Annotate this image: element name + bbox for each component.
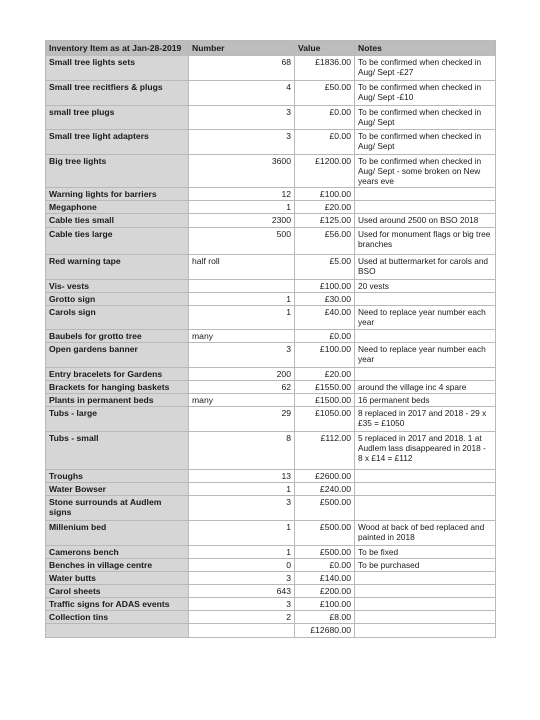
- value-cell: £240.00: [295, 483, 355, 496]
- table-row: [46, 81, 496, 106]
- notes-cell: To be confirmed when checked in Aug/ Sept: [355, 106, 496, 130]
- notes-cell: Used for monument flags or big tree branches: [355, 228, 496, 255]
- header-item: Inventory Item as at Jan-28-2019: [46, 41, 189, 56]
- notes-cell: 8 replaced in 2017 and 2018 - 29 x £35 = £1050: [355, 407, 496, 432]
- value-cell: £0.00: [295, 330, 355, 343]
- total-row: [46, 624, 496, 638]
- table-row: [46, 155, 496, 188]
- notes-cell: Wood at back of bed replaced and painted in 2018: [355, 521, 496, 546]
- item-cell: Tubs - large: [46, 407, 189, 432]
- number-cell: 68: [189, 56, 295, 81]
- table-row: [46, 407, 496, 432]
- notes-cell: To be confirmed when checked in Aug/ Sept -£27: [355, 56, 496, 81]
- notes-cell: Need to replace year number each year: [355, 306, 496, 330]
- item-cell: Megaphone: [46, 201, 189, 214]
- table-row: [46, 343, 496, 368]
- number-cell: 3: [189, 598, 295, 611]
- item-cell: Brackets for hanging baskets: [46, 381, 189, 394]
- notes-cell: To be confirmed when checked in Aug/ Sept - some broken on New years eve: [355, 155, 496, 188]
- table-row: [46, 188, 496, 201]
- value-cell: £40.00: [295, 306, 355, 330]
- notes-cell: 20 vests: [355, 280, 496, 293]
- number-cell: 200: [189, 368, 295, 381]
- total-empty-number: [189, 624, 295, 638]
- notes-cell: 5 replaced in 2017 and 2018. 1 at Audlem lass disappeared in 2018 - 8 x £14 = £112: [355, 432, 496, 470]
- value-cell: £1550.00: [295, 381, 355, 394]
- value-cell: £1200.00: [295, 155, 355, 188]
- number-cell: 3600: [189, 155, 295, 188]
- item-cell: Cable ties small: [46, 214, 189, 228]
- notes-cell: [355, 483, 496, 496]
- item-cell: Water Bowser: [46, 483, 189, 496]
- value-cell: £30.00: [295, 293, 355, 306]
- item-cell: Open gardens banner: [46, 343, 189, 368]
- number-cell: 1: [189, 306, 295, 330]
- table-row: [46, 255, 496, 280]
- value-cell: £100.00: [295, 343, 355, 368]
- item-cell: Red warning tape: [46, 255, 189, 280]
- value-cell: £100.00: [295, 188, 355, 201]
- item-cell: Plants in permanent beds: [46, 394, 189, 407]
- value-cell: £56.00: [295, 228, 355, 255]
- table-row: [46, 598, 496, 611]
- value-cell: £20.00: [295, 201, 355, 214]
- value-cell: £140.00: [295, 572, 355, 585]
- number-cell: 0: [189, 559, 295, 572]
- table-row: [46, 368, 496, 381]
- table-row: [46, 214, 496, 228]
- notes-cell: To be confirmed when checked in Aug/ Sept -£10: [355, 81, 496, 106]
- table-row: [46, 293, 496, 306]
- item-cell: Warning lights for barriers: [46, 188, 189, 201]
- table-row: [46, 611, 496, 624]
- number-cell: 2: [189, 611, 295, 624]
- item-cell: Vis- vests: [46, 280, 189, 293]
- notes-cell: Used at buttermarket for carols and BSO: [355, 255, 496, 280]
- item-cell: small tree plugs: [46, 106, 189, 130]
- header-number: Number: [189, 41, 295, 56]
- number-cell: [189, 280, 295, 293]
- item-cell: Grotto sign: [46, 293, 189, 306]
- number-cell: 62: [189, 381, 295, 394]
- item-cell: Small tree lights sets: [46, 56, 189, 81]
- table-row: [46, 106, 496, 130]
- notes-cell: [355, 496, 496, 521]
- item-cell: Stone surrounds at Audlem signs: [46, 496, 189, 521]
- number-cell: 2300: [189, 214, 295, 228]
- number-cell: 3: [189, 106, 295, 130]
- table-row: [46, 394, 496, 407]
- value-cell: £500.00: [295, 546, 355, 559]
- table-row: [46, 546, 496, 559]
- value-cell: £1050.00: [295, 407, 355, 432]
- number-cell: 643: [189, 585, 295, 598]
- item-cell: Tubs - small: [46, 432, 189, 470]
- number-cell: 12: [189, 188, 295, 201]
- value-cell: £50.00: [295, 81, 355, 106]
- number-cell: 1: [189, 201, 295, 214]
- value-cell: £0.00: [295, 559, 355, 572]
- notes-cell: around the village inc 4 spare: [355, 381, 496, 394]
- table-row: [46, 381, 496, 394]
- notes-cell: [355, 598, 496, 611]
- notes-cell: [355, 470, 496, 483]
- table-row: [46, 521, 496, 546]
- item-cell: Water butts: [46, 572, 189, 585]
- notes-cell: [355, 611, 496, 624]
- item-cell: Troughs: [46, 470, 189, 483]
- notes-cell: [355, 572, 496, 585]
- table-row: [46, 572, 496, 585]
- notes-cell: To be confirmed when checked in Aug/ Sept: [355, 130, 496, 155]
- number-cell: 29: [189, 407, 295, 432]
- inventory-table: [45, 40, 496, 638]
- table-row: [46, 483, 496, 496]
- item-cell: Entry bracelets for Gardens: [46, 368, 189, 381]
- table-row: [46, 432, 496, 470]
- table-row: [46, 496, 496, 521]
- header-row: [46, 41, 496, 56]
- item-cell: Millenium bed: [46, 521, 189, 546]
- item-cell: Small tree recitfiers & plugs: [46, 81, 189, 106]
- value-cell: £100.00: [295, 280, 355, 293]
- number-cell: 3: [189, 572, 295, 585]
- number-cell: 4: [189, 81, 295, 106]
- number-cell: 1: [189, 483, 295, 496]
- item-cell: Collection tins: [46, 611, 189, 624]
- item-cell: Carol sheets: [46, 585, 189, 598]
- item-cell: Camerons bench: [46, 546, 189, 559]
- notes-cell: [355, 201, 496, 214]
- value-cell: £1836.00: [295, 56, 355, 81]
- value-cell: £1500.00: [295, 394, 355, 407]
- number-cell: 3: [189, 130, 295, 155]
- value-cell: £20.00: [295, 368, 355, 381]
- number-cell: 13: [189, 470, 295, 483]
- number-cell: half roll: [189, 255, 295, 280]
- value-cell: £100.00: [295, 598, 355, 611]
- value-cell: £0.00: [295, 130, 355, 155]
- value-cell: £200.00: [295, 585, 355, 598]
- total-empty-notes: [355, 624, 496, 638]
- total-empty-item: [46, 624, 189, 638]
- notes-cell: To be fixed: [355, 546, 496, 559]
- table-row: [46, 585, 496, 598]
- notes-cell: Used around 2500 on BSO 2018: [355, 214, 496, 228]
- table-row: [46, 201, 496, 214]
- notes-cell: To be purchased: [355, 559, 496, 572]
- table-row: [46, 330, 496, 343]
- value-cell: £112.00: [295, 432, 355, 470]
- table-row: [46, 280, 496, 293]
- number-cell: 1: [189, 293, 295, 306]
- value-cell: £5.00: [295, 255, 355, 280]
- header-notes: Notes: [355, 41, 496, 56]
- notes-cell: [355, 585, 496, 598]
- inventory-sheet: [45, 40, 495, 638]
- notes-cell: 16 permanent beds: [355, 394, 496, 407]
- item-cell: Cable ties large: [46, 228, 189, 255]
- number-cell: 3: [189, 496, 295, 521]
- table-row: [46, 130, 496, 155]
- table-body: [46, 56, 496, 638]
- value-cell: £2600.00: [295, 470, 355, 483]
- notes-cell: Need to replace year number each year: [355, 343, 496, 368]
- notes-cell: [355, 368, 496, 381]
- table-row: [46, 228, 496, 255]
- value-cell: £8.00: [295, 611, 355, 624]
- notes-cell: [355, 330, 496, 343]
- value-cell: £500.00: [295, 496, 355, 521]
- header-value: Value: [295, 41, 355, 56]
- number-cell: 500: [189, 228, 295, 255]
- table-row: [46, 559, 496, 572]
- item-cell: Small tree light adapters: [46, 130, 189, 155]
- item-cell: Benches in village centre: [46, 559, 189, 572]
- value-cell: £125.00: [295, 214, 355, 228]
- number-cell: 8: [189, 432, 295, 470]
- table-row: [46, 306, 496, 330]
- table-row: [46, 470, 496, 483]
- notes-cell: [355, 188, 496, 201]
- value-cell: £0.00: [295, 106, 355, 130]
- number-cell: 3: [189, 343, 295, 368]
- table-row: [46, 56, 496, 81]
- item-cell: Traffic signs for ADAS events: [46, 598, 189, 611]
- item-cell: Carols sign: [46, 306, 189, 330]
- total-value-cell: £12680.00: [295, 624, 355, 638]
- number-cell: many: [189, 330, 295, 343]
- item-cell: Big tree lights: [46, 155, 189, 188]
- notes-cell: [355, 293, 496, 306]
- item-cell: Baubels for grotto tree: [46, 330, 189, 343]
- number-cell: 1: [189, 521, 295, 546]
- number-cell: many: [189, 394, 295, 407]
- number-cell: 1: [189, 546, 295, 559]
- value-cell: £500.00: [295, 521, 355, 546]
